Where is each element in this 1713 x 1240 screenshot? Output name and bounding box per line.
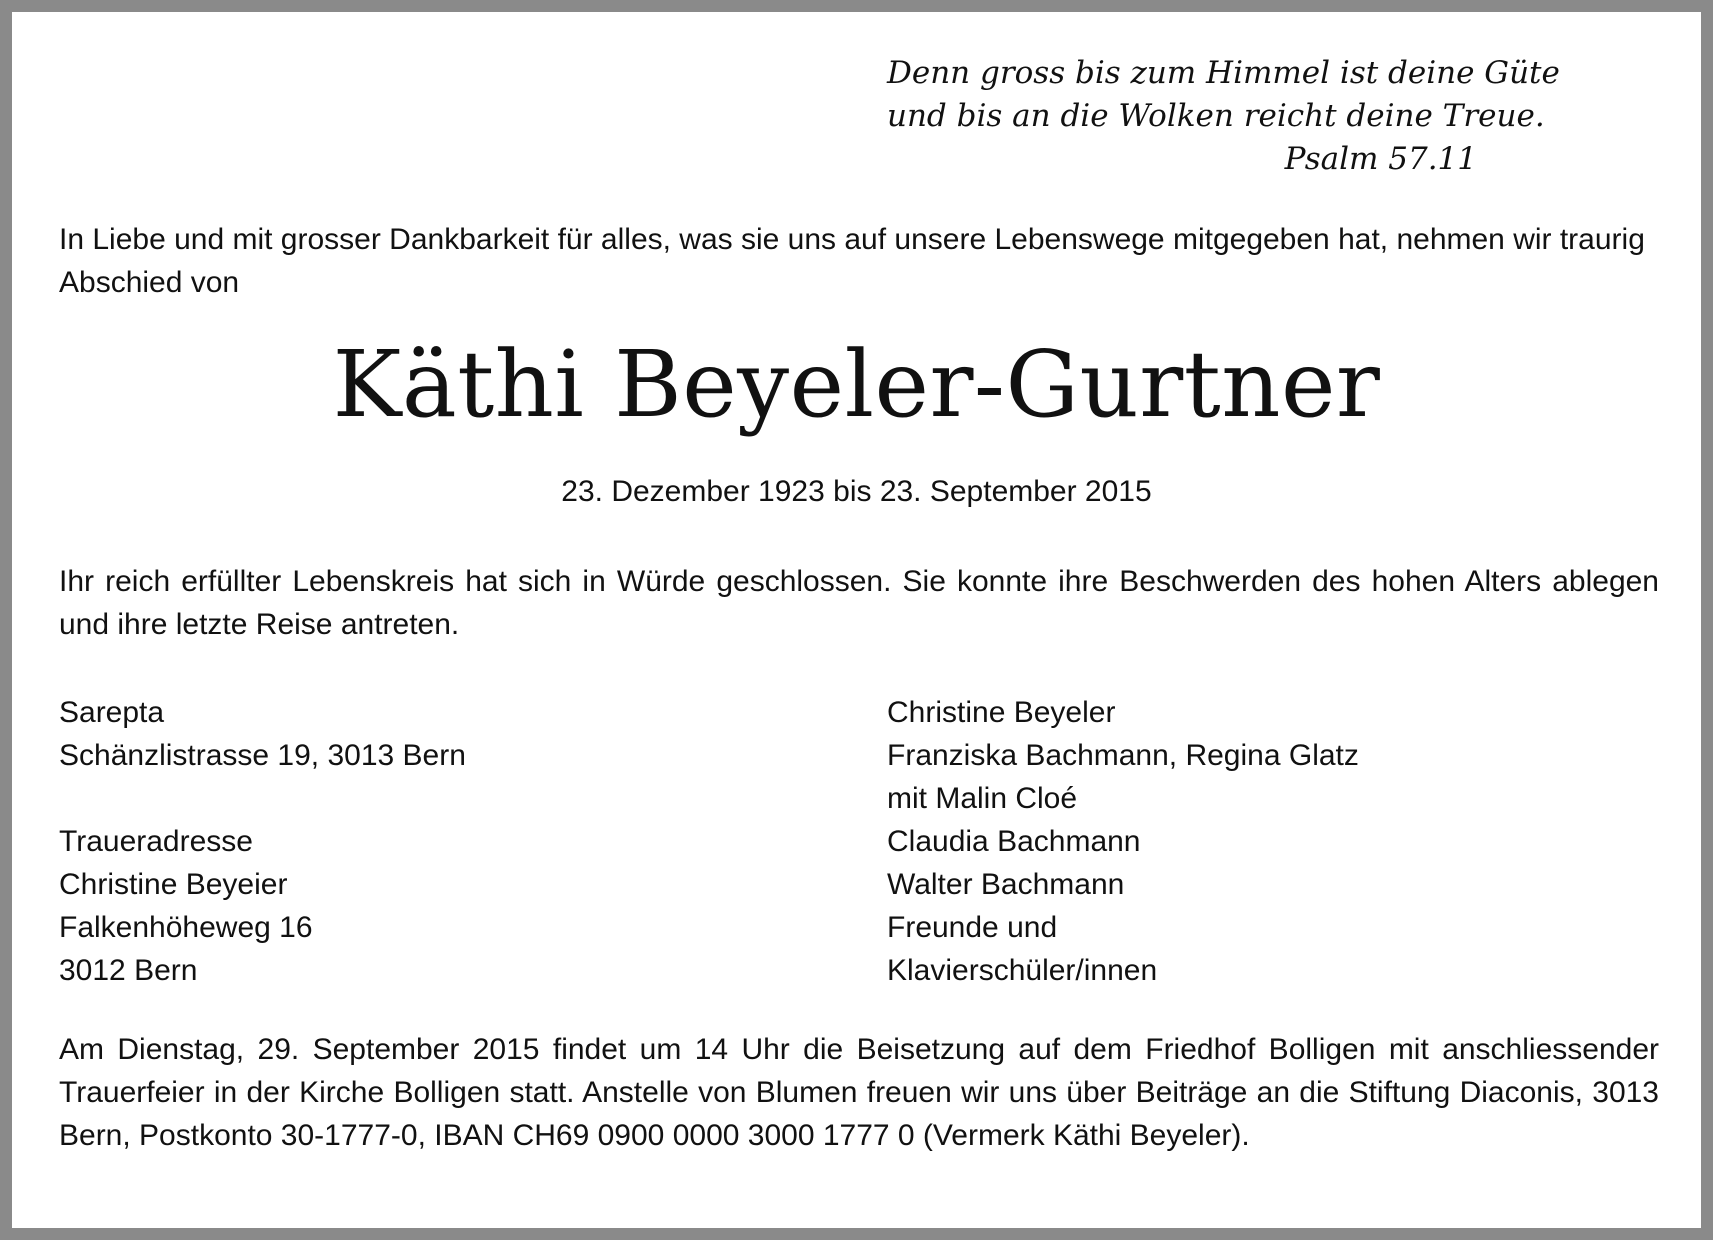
quote-reference: Psalm 57.11 (1284, 141, 1477, 177)
mourning-address-line: 3012 Bern (59, 954, 198, 987)
mourner-line: Franziska Bachmann, Regina Glatz (887, 739, 1359, 772)
life-dates: 23. Dezember 1923 bis 23. September 2015 (561, 475, 1152, 508)
residence-line: Schänzlistrasse 19, 3013 Bern (59, 739, 466, 772)
quote-line-2: und bis an die Wolken reicht deine Treue. (887, 98, 1545, 134)
mourning-address-line: Christine Beyeier (59, 868, 288, 901)
deceased-name: Käthi Beyeler-Gurtner (332, 331, 1381, 438)
mourner-line: Klavierschüler/innen (887, 954, 1158, 987)
residence-line: Sarepta (59, 696, 165, 729)
obituary-notice (12, 12, 1701, 1228)
bible-quote (887, 52, 1560, 181)
life-text: Ihr reich erfüllter Lebenskreis hat sich in Würde geschlossen. Sie konnte ihre Beschwerden des hohen Alters ablegen und ihre letzte Reise antreten. (59, 565, 1659, 641)
mourning-address-line: Traueradresse (59, 825, 253, 858)
mourner-line: Freunde und (887, 911, 1058, 944)
mourner-line: mit Malin Cloé (887, 782, 1078, 815)
mourner-line: Claudia Bachmann (887, 825, 1141, 858)
intro-text: In Liebe und mit grosser Dankbarkeit für alles, was sie uns auf unsere Lebenswege mitgegeben hat, nehmen wir traurig Abschied von (59, 223, 1645, 299)
quote-line-1: Denn gross bis zum Himmel ist deine Güte (887, 55, 1560, 91)
mourner-line: Christine Beyeler (887, 696, 1116, 729)
mourning-address-line: Falkenhöheweg 16 (59, 911, 313, 944)
addresses-column (59, 691, 839, 992)
mourner-line: Walter Bachmann (887, 868, 1125, 901)
mourners-column (887, 691, 1667, 992)
spacer (59, 777, 839, 820)
service-text: Am Dienstag, 29. September 2015 findet um 14 Uhr die Beisetzung auf dem Friedhof Bolligen mit anschliessender Trauerfeier in der Kirche Bolligen statt. Anstelle von Blumen freuen wir uns über Beiträge an die Stiftung Diaconis, 3013 Bern, Postkonto 30-1777-0, IBAN CH69 0900 0000 3000 1777 0 (Vermerk Käthi Beyeler). (59, 1033, 1659, 1152)
